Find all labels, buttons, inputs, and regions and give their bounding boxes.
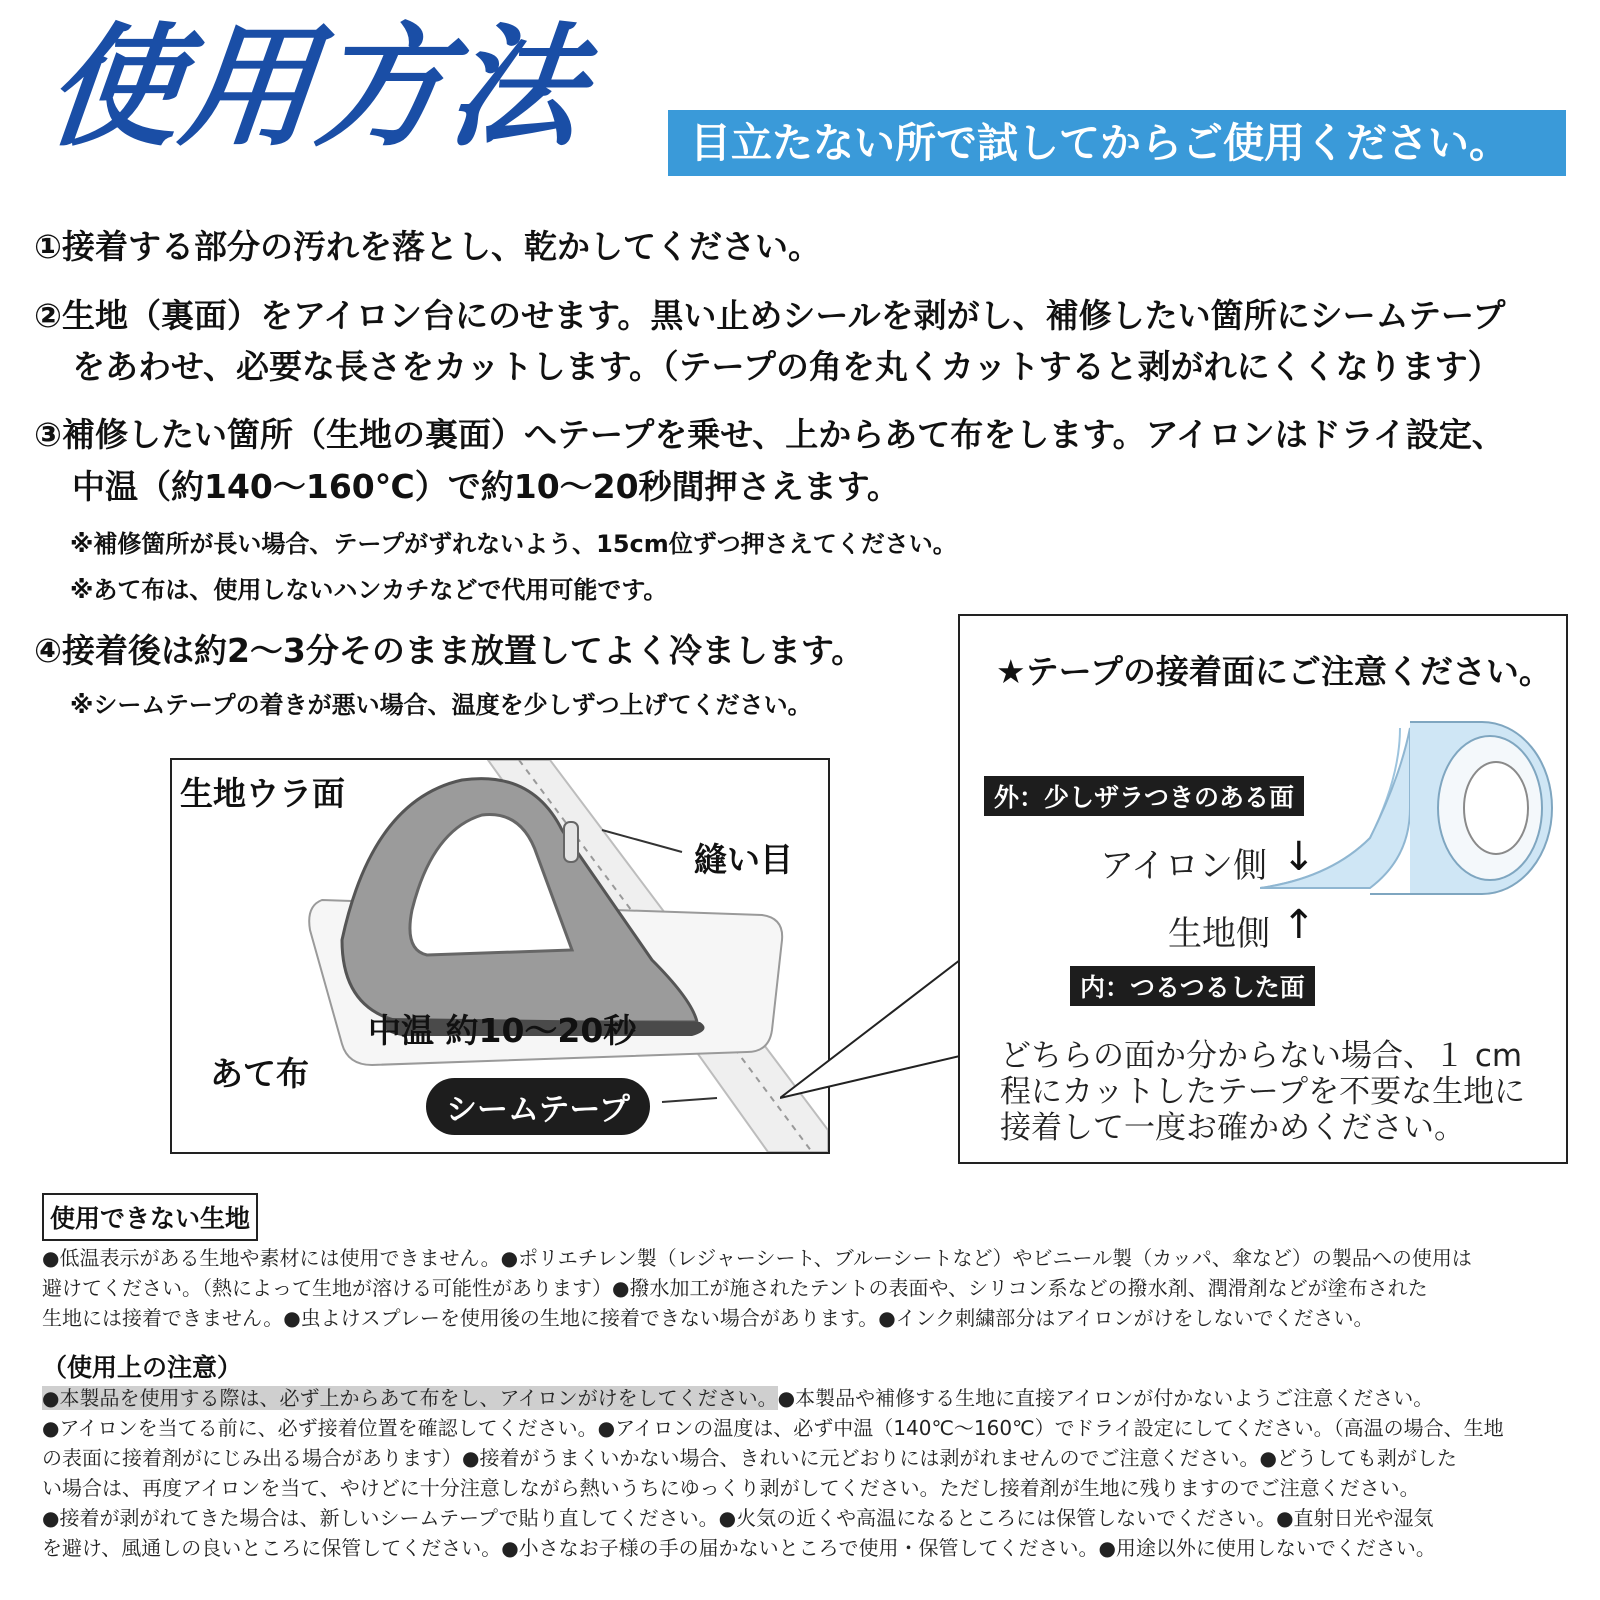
test-first-banner: 目立たない所で試してからご使用ください。 <box>668 110 1566 176</box>
precaution-line-3: の表面に接着剤がにじみ出る場合があります）●接着がうまくいかない場合、きれいに元どおりには剥がれませんのでご注意ください。●どうしても剥がした <box>42 1446 1457 1470</box>
step-3-note-2: ※あて布は、使用しないハンカチなどで代用可能です。 <box>70 576 668 604</box>
fabric-side-label: 生地側 <box>1168 914 1270 954</box>
tape-notice-heading: ★テープの接着面にご注意ください。 <box>996 652 1552 691</box>
precautions-text <box>42 1383 1572 1563</box>
inner-surface-label: 内：つるつるした面 <box>1070 966 1315 1006</box>
iron-side-label: アイロン側 <box>1100 846 1267 886</box>
unusable-line-1: ●低温表示がある生地や素材には使用できません。●ポリエチレン製（レジャーシート、ブルーシートなど）やビニール製（カッパ、傘など）の製品への使用は <box>42 1246 1472 1270</box>
hint-line-3: 接着して一度お確かめください。 <box>1000 1110 1465 1146</box>
arrow-down-icon: ↓ <box>1282 834 1316 880</box>
iron-knob <box>564 822 578 862</box>
step-2-line-2: をあわせ、必要な長さをカットします。（テープの角を丸くカットすると剥がれにくくなります） <box>72 347 1501 386</box>
tape-notice-box <box>958 614 1568 1164</box>
unusable-line-2: 避けてください。（熱によって生地が溶ける可能性があります）●撥水加工が施されたテントの表面や、シリコン系などの撥水剤、潤滑剤などが塗布された <box>42 1276 1428 1300</box>
seam-tape-label: シームテープ <box>426 1078 650 1135</box>
step-2-line-1: ②生地（裏面）をアイロン台にのせます。黒い止めシールを剥がし、補修したい箇所にシームテープ <box>34 296 1506 335</box>
precautions-heading: （使用上の注意） <box>42 1353 243 1382</box>
page-title: 使用方法 <box>39 11 593 165</box>
pressing-cloth-label: あて布 <box>210 1054 309 1093</box>
arrow-up-icon: ↑ <box>1282 902 1316 948</box>
iron-diagram <box>170 758 830 1154</box>
unusable-fabrics-heading: 使用できない生地 <box>42 1193 258 1241</box>
precaution-line-2: ●アイロンを当てる前に、必ず接着位置を確認してください。●アイロンの温度は、必ず中温（140℃〜160℃）でドライ設定にしてください。（高温の場合、生地 <box>42 1416 1504 1440</box>
tape-leader <box>662 1098 717 1102</box>
step-1: ①接着する部分の汚れを落とし、乾かしてください。 <box>34 227 821 266</box>
seam-label: 縫い目 <box>694 840 793 879</box>
step-3-line-2: 中温（約140〜160℃）で約10〜20秒間押さえます。 <box>72 467 900 506</box>
hint-line-2: 程にカットしたテープを不要な生地に <box>1000 1074 1526 1110</box>
precaution-line-1-rest: ●本製品や補修する生地に直接アイロンが付かないようご注意ください。 <box>777 1386 1434 1410</box>
outer-surface-label: 外：少しザラつきのある面 <box>984 776 1304 816</box>
hint-line-1: どちらの面か分からない場合、１ cm <box>1000 1038 1523 1074</box>
precaution-highlight: ●本製品を使用する際は、必ず上からあて布をし、アイロンがけをしてください。 <box>42 1386 778 1410</box>
step-4-note: ※シームテープの着きが悪い場合、温度を少しずつ上げてください。 <box>70 691 812 719</box>
fabric-back-label: 生地ウラ面 <box>180 774 345 813</box>
setting-label: 中温 約10〜20秒 <box>368 1011 637 1050</box>
precaution-line-4: い場合は、再度アイロンを当て、やけどに十分注意しながら熱いうちにゆっくり剥がしてください。ただし接着剤が生地に残りますのでご注意ください。 <box>42 1476 1420 1500</box>
unusable-line-3: 生地には接着できません。●虫よけスプレーを使用後の生地に接着できない場合があります。●インク刺繍部分はアイロンがけをしないでください。 <box>42 1306 1374 1330</box>
step-3-line-1: ③補修したい箇所（生地の裏面）へテープを乗せ、上からあて布をします。アイロンはドライ設定、 <box>34 415 1505 454</box>
precaution-line-1 <box>42 1383 1572 1413</box>
step-4: ④接着後は約2〜3分そのまま放置してよく冷まします。 <box>34 631 865 670</box>
precaution-line-6: を避け、風通しの良いところに保管してください。●小さなお子様の手の届かないところで使用・保管してください。●用途以外に使用しないでください。 <box>42 1536 1436 1560</box>
step-3-note-1: ※補修箇所が長い場合、テープがずれないよう、15cm位ずつ押さえてください。 <box>70 530 957 558</box>
unusable-fabrics-text <box>42 1243 1572 1333</box>
precaution-line-5: ●接着が剥がれてきた場合は、新しいシームテープで貼り直してください。●火気の近くや高温になるところには保管しないでください。●直射日光や湿気 <box>42 1506 1434 1530</box>
callout-pointer <box>780 960 980 1120</box>
